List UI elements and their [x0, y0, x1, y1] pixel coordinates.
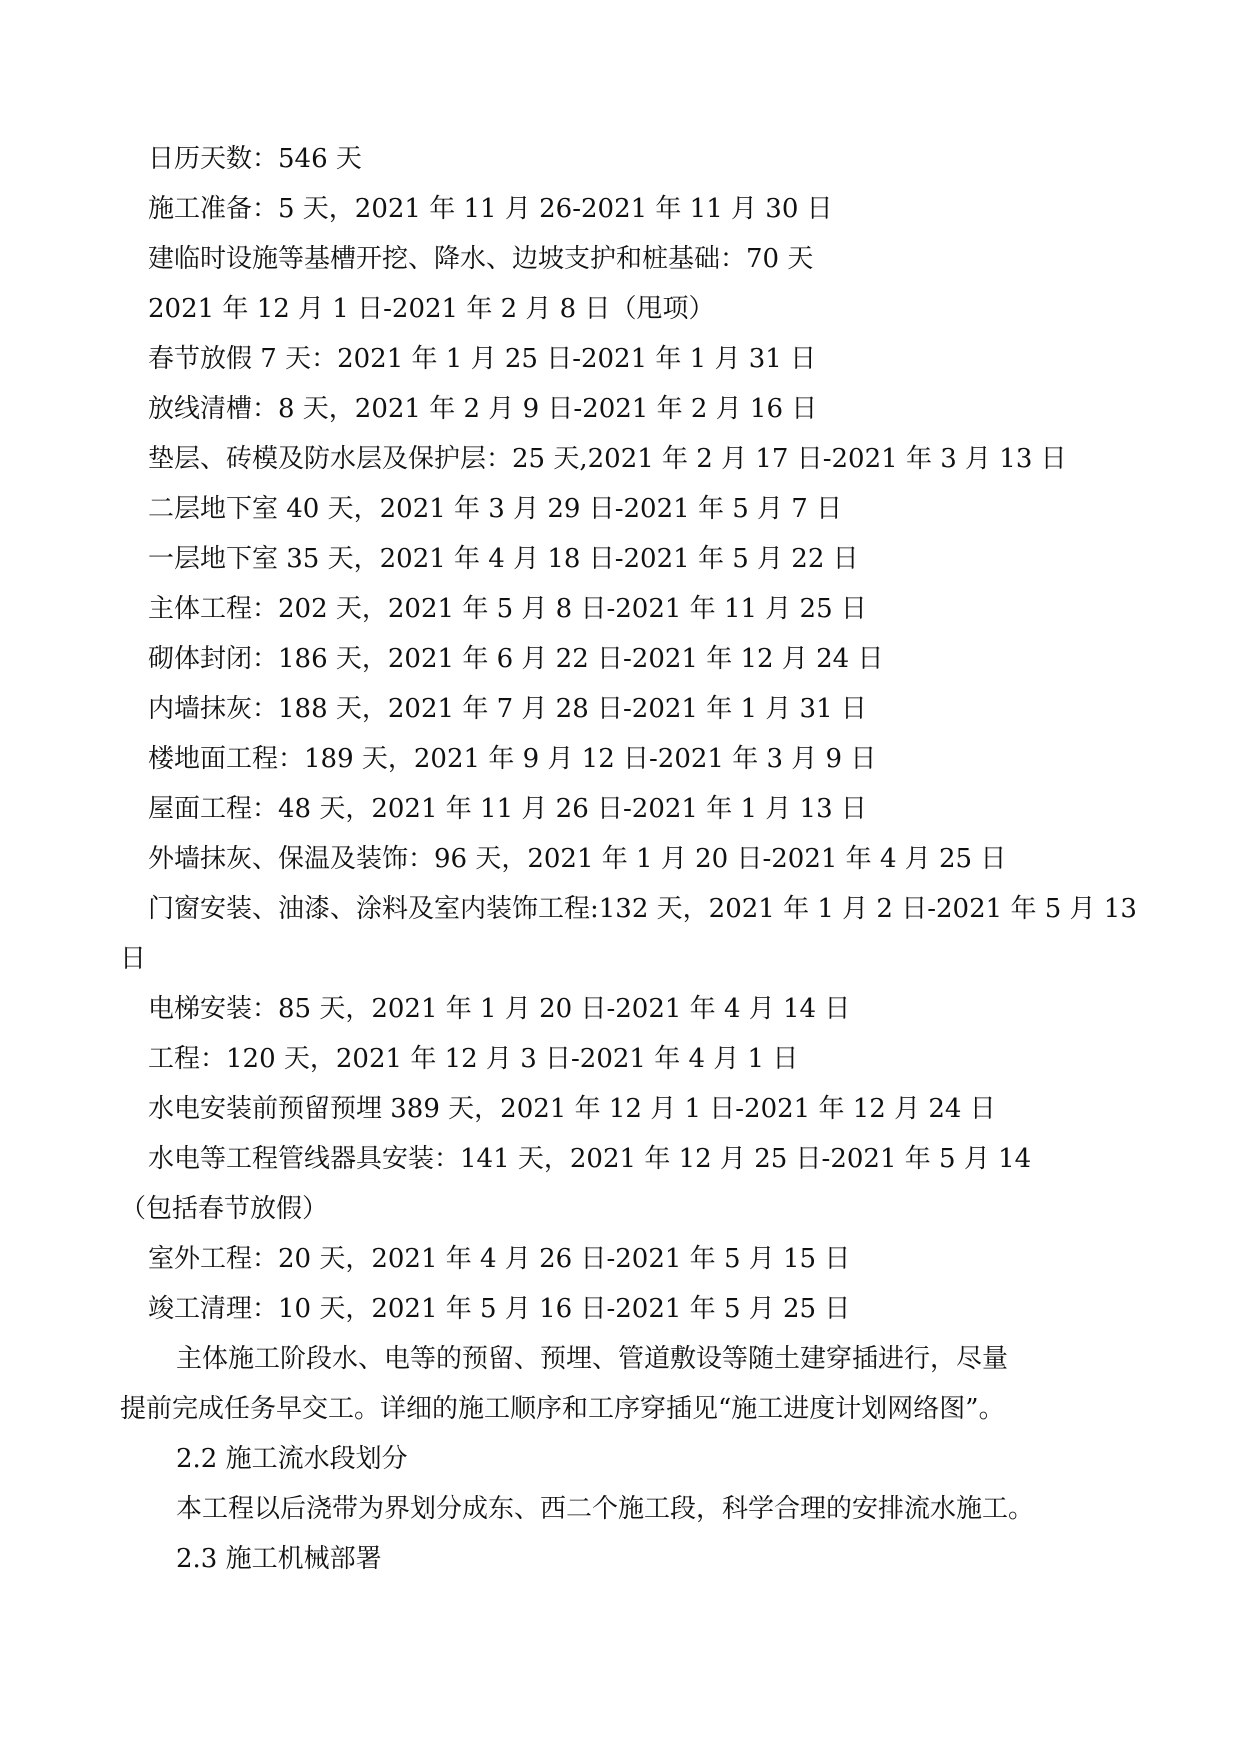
floor-works-line: 楼地面工程：189 天，2021 年 9 月 12 日-2021 年 3 月 9 日	[148, 744, 877, 774]
temporary-facilities-dates-line: 2021 年 12 月 1 日-2021 年 2 月 8 日（甩项）	[148, 294, 715, 324]
outdoor-works-line: 室外工程：20 天，2021 年 4 月 26 日-2021 年 5 月 15 日	[148, 1244, 851, 1274]
second-basement-line: 二层地下室 40 天，2021 年 3 月 29 日-2021 年 5 月 7 日	[148, 494, 843, 524]
paragraph-main-construction: 主体施工阶段水、电等的预留、预埋、管道敷设等随土建穿插进行，尽量	[176, 1344, 1009, 1374]
paragraph-main-construction-cont: 提前完成任务早交工。详细的施工顺序和工序穿插见“施工进度计划网络图”。	[120, 1394, 1005, 1424]
temporary-facilities-line: 建临时设施等基槽开挖、降水、边坡支护和桩基础：70 天	[148, 244, 814, 274]
doors-windows-line: 门窗安装、油漆、涂料及室内装饰工程:132 天，2021 年 1 月 2 日-2021 年 5 月 13	[148, 894, 1137, 924]
section-heading-2-3: 2.3 施工机械部署	[176, 1544, 382, 1574]
pipeline-install-continuation: （包括春节放假）	[120, 1194, 329, 1224]
interior-plaster-line: 内墙抹灰：188 天，2021 年 7 月 28 日-2021 年 1 月 31 日	[148, 694, 867, 724]
main-structure-line: 主体工程：202 天，2021 年 5 月 8 日-2021 年 11 月 25 日	[148, 594, 867, 624]
paragraph-flow-sections: 本工程以后浇带为界划分成东、西二个施工段，科学合理的安排流水施工。	[176, 1494, 1035, 1524]
masonry-line: 砌体封闭：186 天，2021 年 6 月 22 日-2021 年 12 月 24 日	[148, 644, 884, 674]
construction-prep-line: 施工准备：5 天，2021 年 11 月 26-2021 年 11 月 30 日	[148, 194, 833, 224]
pipeline-install-line: 水电等工程管线器具安装：141 天，2021 年 12 月 25 日-2021 年 5 月 14	[148, 1144, 1032, 1174]
embedded-works-line: 水电安装前预留预埋 389 天，2021 年 12 月 1 日-2021 年 12 月 24 日	[148, 1094, 996, 1124]
engineering-line: 工程：120 天，2021 年 12 月 3 日-2021 年 4 月 1 日	[148, 1044, 799, 1074]
elevator-line: 电梯安装：85 天，2021 年 1 月 20 日-2021 年 4 月 14 日	[148, 994, 851, 1024]
section-heading-2-2: 2.2 施工流水段划分	[176, 1444, 408, 1474]
calendar-days-line: 日历天数：546 天	[148, 144, 362, 174]
doors-windows-continuation: 日	[120, 944, 147, 974]
first-basement-line: 一层地下室 35 天，2021 年 4 月 18 日-2021 年 5 月 22 日	[148, 544, 859, 574]
exterior-wall-line: 外墙抹灰、保温及装饰：96 天，2021 年 1 月 20 日-2021 年 4 月 25 日	[148, 844, 1007, 874]
roof-works-line: 屋面工程：48 天，2021 年 11 月 26 日-2021 年 1 月 13 日	[148, 794, 867, 824]
layout-cleanup-line: 放线清槽：8 天，2021 年 2 月 9 日-2021 年 2 月 16 日	[148, 394, 818, 424]
completion-cleanup-line: 竣工清理：10 天，2021 年 5 月 16 日-2021 年 5 月 25 日	[148, 1294, 851, 1324]
cushion-waterproof-line: 垫层、砖模及防水层及保护层：25 天,2021 年 2 月 17 日-2021 年 3 月 13 日	[148, 444, 1067, 474]
spring-festival-line: 春节放假 7 天：2021 年 1 月 25 日-2021 年 1 月 31 日	[148, 344, 817, 374]
